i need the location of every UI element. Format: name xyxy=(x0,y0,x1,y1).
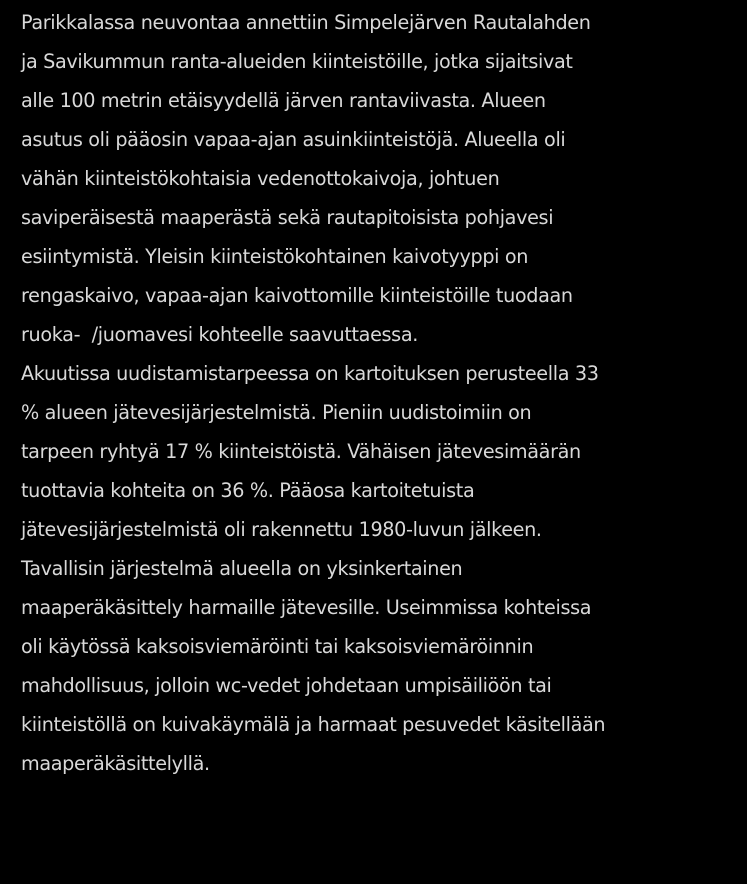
text-line-11: % alueen jätevesijärjestelmistä. Pieniin uudistoimiin on xyxy=(21,401,532,424)
text-line-14: jätevesijärjestelmistä oli rakennettu 1980-luvun jälkeen. xyxy=(21,518,542,541)
text-line-17: oli käytössä kaksoisviemäröinti tai kaksoisviemäröinnin xyxy=(21,635,534,658)
text-line-7: esiintymistä. Yleisin kiinteistökohtainen kaivotyyppi on xyxy=(21,245,529,268)
text-line-6: saviperäisestä maaperästä sekä rautapitoisista pohjavesi xyxy=(21,206,554,229)
text-line-19: kiinteistöllä on kuivakäymälä ja harmaat pesuvedet käsitellään xyxy=(21,713,606,736)
text-line-12: tarpeen ryhtyä 17 % kiinteistöistä. Vähäisen jätevesimäärän xyxy=(21,440,581,463)
text-line-15: Tavallisin järjestelmä alueella on yksinkertainen xyxy=(21,557,463,580)
body-text xyxy=(21,3,741,783)
text-line-8: rengaskaivo, vapaa-ajan kaivottomille kiinteistöille tuodaan xyxy=(21,284,573,307)
text-line-9: ruoka- /juomavesi kohteelle saavuttaessa. xyxy=(21,323,418,346)
text-line-10: Akuutissa uudistamistarpeessa on kartoituksen perusteella 33 xyxy=(21,362,599,385)
text-line-18: mahdollisuus, jolloin wc-vedet johdetaan umpisäiliöön tai xyxy=(21,674,552,697)
text-line-13: tuottavia kohteita on 36 %. Pääosa kartoitetuista xyxy=(21,479,475,502)
text-line-20: maaperäkäsittelyllä. xyxy=(21,752,210,775)
text-line-3: alle 100 metrin etäisyydellä järven rantaviivasta. Alueen xyxy=(21,89,546,112)
text-line-1: Parikkalassa neuvontaa annettiin Simpelejärven Rautalahden xyxy=(21,11,591,34)
text-line-4: asutus oli pääosin vapaa-ajan asuinkiinteistöjä. Alueella oli xyxy=(21,128,566,151)
text-line-16: maaperäkäsittely harmaille jätevesille. Useimmissa kohteissa xyxy=(21,596,592,619)
text-line-2: ja Savikummun ranta-alueiden kiinteistöille, jotka sijaitsivat xyxy=(21,50,573,73)
text-line-5: vähän kiinteistökohtaisia vedenottokaivoja, johtuen xyxy=(21,167,500,190)
